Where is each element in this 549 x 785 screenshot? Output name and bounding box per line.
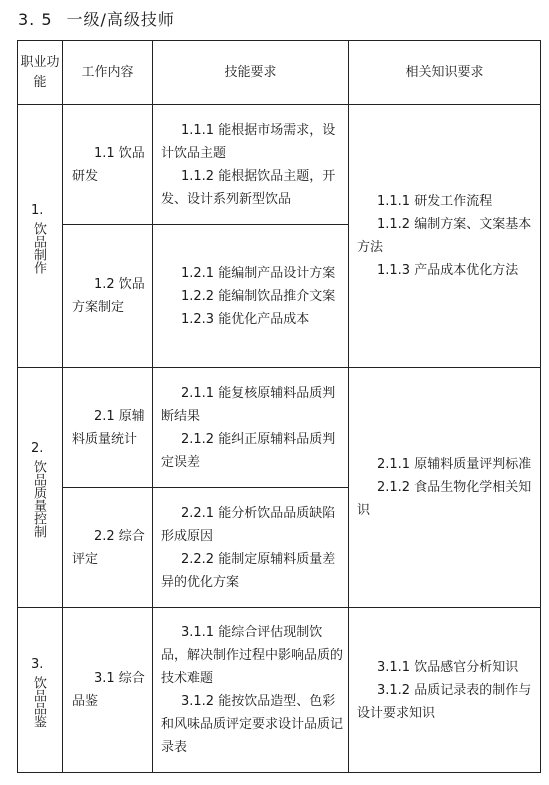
table-row: [18, 608, 541, 773]
function-name: 饮品制作: [31, 221, 46, 274]
header-function: 职业功能: [18, 41, 63, 105]
skill-item: 2.2.1 能分析饮品品质缺陷形成原因: [161, 505, 336, 544]
function-number: 3.: [31, 656, 44, 672]
function-number: 1.: [31, 202, 44, 218]
header-content: 工作内容: [63, 41, 153, 105]
skills-cell: [153, 225, 349, 368]
skill-item: 3.1.1 能综合评估现制饮品，解决制作过程中影响品质的技术难题: [161, 625, 344, 686]
header-skills: 技能要求: [153, 41, 349, 105]
section-number: 3. 5: [18, 10, 53, 29]
skill-item: 3.1.2 能按饮品造型、色彩和风味品质评定要求设计品质记录表: [161, 694, 344, 755]
knowledge-cell: [349, 608, 541, 773]
skills-cell: [153, 608, 349, 773]
knowledge-item: 2.1.2 食品生物化学相关知识: [357, 480, 532, 518]
content-cell: 1.2 饮品方案制定: [63, 225, 153, 368]
knowledge-item: 3.1.1 饮品感官分析知识: [377, 659, 519, 675]
knowledge-cell: [349, 368, 541, 608]
skill-item: 1.1.2 能根据饮品主题，开发、设计系列新型饮品: [161, 168, 336, 207]
function-number: 2.: [31, 441, 44, 456]
knowledge-item: 2.1.1 原辅料质量评判标准: [377, 457, 532, 472]
knowledge-item: 1.1.2 编制方案、文案基本方法: [357, 217, 532, 255]
table-row: [18, 105, 541, 225]
skills-cell: [153, 368, 349, 488]
knowledge-cell: [349, 105, 541, 368]
function-name: 饮品品鉴: [31, 675, 46, 728]
function-cell: [18, 105, 63, 368]
section-title: 一级/高级技师: [66, 10, 175, 29]
header-knowledge: 相关知识要求: [349, 41, 541, 105]
skills-cell: [153, 488, 349, 608]
table-row: [18, 368, 541, 488]
content-cell: 3.1 综合品鉴: [63, 608, 153, 773]
skills-cell: [153, 105, 349, 225]
table-header-row: [18, 41, 541, 105]
knowledge-item: 1.1.1 研发工作流程: [377, 194, 493, 209]
skill-item: 1.2.3 能优化产品成本: [181, 311, 310, 327]
knowledge-item: 3.1.2 品质记录表的制作与设计要求知识: [357, 682, 532, 721]
skill-item: 1.1.1 能根据市场需求，设计饮品主题: [161, 122, 336, 161]
content-cell: 2.2 综合评定: [63, 488, 153, 608]
function-cell: [18, 368, 63, 608]
function-name: 饮品质量控制: [31, 460, 46, 538]
section-heading: [18, 7, 175, 30]
skill-item: 1.2.2 能编制饮品推介文案: [181, 288, 336, 304]
skill-requirements-table: [17, 40, 541, 773]
content-cell: 1.1 饮品研发: [63, 105, 153, 225]
knowledge-item: 1.1.3 产品成本优化方法: [377, 263, 519, 278]
skill-item: 2.1.1 能复核原辅料品质判断结果: [161, 385, 336, 424]
function-cell: [18, 608, 63, 773]
skill-item: 2.2.2 能制定原辅料质量差异的优化方案: [161, 551, 336, 590]
skill-item: 1.2.1 能编制产品设计方案: [181, 265, 336, 281]
skill-item: 2.1.2 能纠正原辅料品质判定误差: [161, 431, 336, 470]
content-cell: 2.1 原辅料质量统计: [63, 368, 153, 488]
